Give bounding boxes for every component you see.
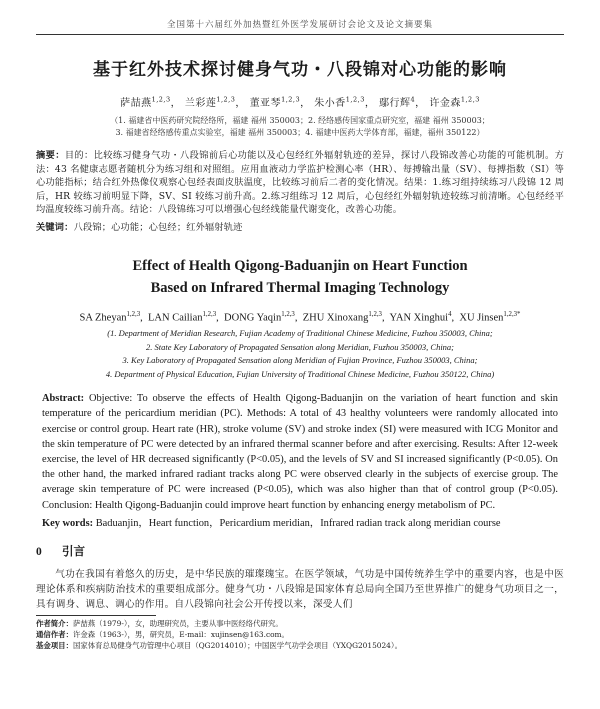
author-name: 朱小香 — [314, 98, 346, 109]
english-keywords — [36, 516, 564, 531]
introduction-paragraph: 气功在我国有着悠久的历史，是中华民族的璀璨瑰宝。在医学领域，气功是中国传统养生学中的重要内容，也是中医理论体系和疾病防治技术的重要组成部分。健身气功・八段锦是国家体育总局向全国乃至世界推广的健身气功项目之一，具有调身、调息、调心的作用。自八段锦向社会公开传授以来，深受人们 — [36, 568, 564, 610]
affiliation-line: 3. Key Laboratory of Propagated Sensation along Meridian of Fujian Province, Fuzhou 350003, China; — [122, 355, 478, 366]
chinese-title: 基于红外技术探讨健身气功・八段锦对心功能的影响 — [93, 60, 507, 80]
author-name: 兰彩莲 — [184, 98, 217, 109]
author-affil-mark: 1,2,3 — [216, 95, 236, 104]
footnote-label: 基金项目： — [36, 640, 73, 650]
affiliation-line: 4. Department of Physical Education, Fujian University of Traditional Chinese Medicine, Fuzhou 350122, China) — [105, 368, 495, 379]
author-affil-mark: 1,2,3 — [202, 310, 217, 318]
footnote-label: 作者简介： — [36, 618, 73, 628]
author-name: LAN Cailian — [147, 312, 203, 324]
keywords-text: Baduanjin，Heart function，Pericardium meridian，Infrared radian track along meridian course — [95, 517, 501, 529]
section-title: 引言 — [62, 543, 85, 558]
abstract-text: Objective: To observe the effects of Health Qigong-Baduanjin on the variation of heart function and skin temperature of the pericardium meridian (PC). Methods: A total of 43 healthy volunteers were randomly allocated into exercise or control group. Heart rate (HR), stroke volume (SV) and stroke index (SI) were measured with ICG Monitor and the skin temperature of PC were detected by an infrared thermal scanner before and after exercising. Results: After 12-week exercise, the level of HR decreased significantly (P<0.05), and the levels of SV and SI increased significantly (P<0.05). On the other hand, the marked infrared radiant tracks along PC were observed clearly in the subjects of exercise group. The average skin temperature of PC were increased (P<0.05), which was also higher than that of control group (P<0.05). Conclusion: Health Qigong-Baduanjin could improve heart function by enhancing energy metabolism of PC. — [42, 393, 558, 511]
affiliation-line: (1. Department of Meridian Research, Fujian Academy of Traditional Chinese Medicine, Fuzhou 350003, China; — [107, 328, 493, 339]
abstract-text: 目的：比较练习健身气功・八段锦前后心功能以及心包经红外辐射轨迹的差异，探讨八段锦改善心功能的可能机制。方法：43 名健康志愿者随机分为练习组和对照组。应用血液动力学监护检测心率（HR）、每搏输出量（SV）、每搏指数（SI）等心功能指标；结合红外热像仪观察心包经表面皮肤温度，比较练习前后二者的变化情况。结果：1.练习组持续练习八段锦 12 周后，HR 较练习前明显下降，SV、SI 较练习前升高。2.练习组练习 12 周后，心包经红外辐射轨迹较练习前清晰。心包经经平均温度较练习前升高。结论：八段锦练习可以增强心包经线能量代谢变化，改善心功能。 — [36, 150, 564, 216]
english-authors: SA Zheyan$^{1,2,3}$, LAN Cailian$^{1,2,3}$, DONG Yaqin$^{1,2,3}$, ZHU Xinoxang$^{1,2,3}$, YAN Xinghui$^4$, XU Jinsen$^{1,2,3*}$ — [79, 310, 521, 324]
author-name: ZHU Xinoxang — [302, 312, 369, 324]
author-affil-mark: 4 — [448, 310, 452, 318]
author-affil-mark: 1,2,3 — [126, 310, 141, 318]
author-affil-mark: 1,2,3 — [281, 310, 295, 318]
english-title-line: Effect of Health Qigong-Baduanjin on Heart Function — [132, 257, 468, 274]
header-rule — [36, 34, 564, 35]
abstract-label: Abstract: — [42, 393, 85, 405]
footnotes — [36, 618, 564, 651]
keywords-label: 关键词： — [36, 221, 74, 233]
section-number: 0 — [36, 545, 42, 558]
author-affil-mark: 1,2,3* — [503, 310, 521, 318]
english-abstract — [36, 391, 564, 513]
author-name: 许金森 — [429, 98, 461, 109]
author-name: SA Zheyan — [79, 312, 127, 324]
running-head: 全国第十六届红外加热暨红外医学发展研讨会论文及论文摘要集 — [166, 20, 433, 30]
author-affil-mark: 1,2,3 — [281, 95, 301, 104]
keywords-text: 八段锦；心功能；心包经；红外辐射轨迹 — [73, 221, 243, 233]
author-name: XU Jinsen — [459, 312, 504, 324]
abstract-label: 摘要： — [36, 150, 65, 161]
footnote-text: 国家体育总局健身气功管理中心项目（QG2014010）；中国医学气功学会项目（YXQG2015024）。 — [72, 640, 402, 650]
author-affil-mark: 4 — [410, 95, 416, 104]
footnote-text: 许金森（1963-），男，研究员，E-mail：xujinsen@163.com。 — [72, 629, 289, 639]
footnote-label: 通信作者： — [36, 629, 73, 639]
author-name: 鄢行辉 — [379, 98, 411, 109]
section-heading — [36, 543, 564, 559]
chinese-authors: 萨喆燕$^{1,2,3}$， 兰彩莲$^{1,2,3}$， 董亚琴$^{1,2,3}$， 朱小香$^{1,2,3}$， 鄢行辉$^4$， 许金森$^{1,2,3}$ — [120, 95, 480, 109]
english-title-line: Based on Infrared Thermal Imaging Technology — [150, 279, 450, 296]
keywords-label: Key words: — [42, 517, 94, 529]
author-affil-mark: 1,2,3 — [368, 310, 382, 318]
author-affil-mark: 1,2,3 — [460, 95, 480, 104]
chinese-keywords — [36, 219, 564, 233]
affiliation-line: （1. 福建省中医药研究院经络所，福建 福州 350003；2. 经络感传国家重点研究室，福建 福州 350003； — [110, 116, 490, 125]
affiliation-line: 2. State Key Laboratory of Propagated Sensation along Meridian, Fuzhou 350003, China; — [145, 341, 455, 352]
english-title — [36, 255, 564, 299]
footnote-corresponding — [36, 629, 564, 640]
author-affil-mark: 1,2,3 — [345, 95, 365, 104]
footnote-funding — [36, 640, 564, 651]
footnote-text: 萨喆燕（1979-），女，助理研究员，主要从事中医经络代研究。 — [72, 618, 283, 628]
footnote-rule — [36, 615, 156, 616]
author-affil-mark: 1,2,3 — [151, 95, 171, 104]
author-name: YAN Xinghui — [389, 312, 449, 324]
footnote-author — [36, 618, 564, 629]
affiliation-line: 3. 福建省经络感传重点实验室，福建 福州 350003；4. 福建中医药大学体育部，福建，福州 350122） — [115, 128, 485, 137]
author-name: 董亚琴 — [249, 98, 282, 109]
author-name: DONG Yaqin — [224, 312, 282, 324]
chinese-affiliations — [36, 115, 564, 139]
chinese-abstract — [36, 149, 564, 217]
english-affiliations — [36, 327, 564, 381]
author-name: 萨喆燕 — [120, 98, 152, 109]
